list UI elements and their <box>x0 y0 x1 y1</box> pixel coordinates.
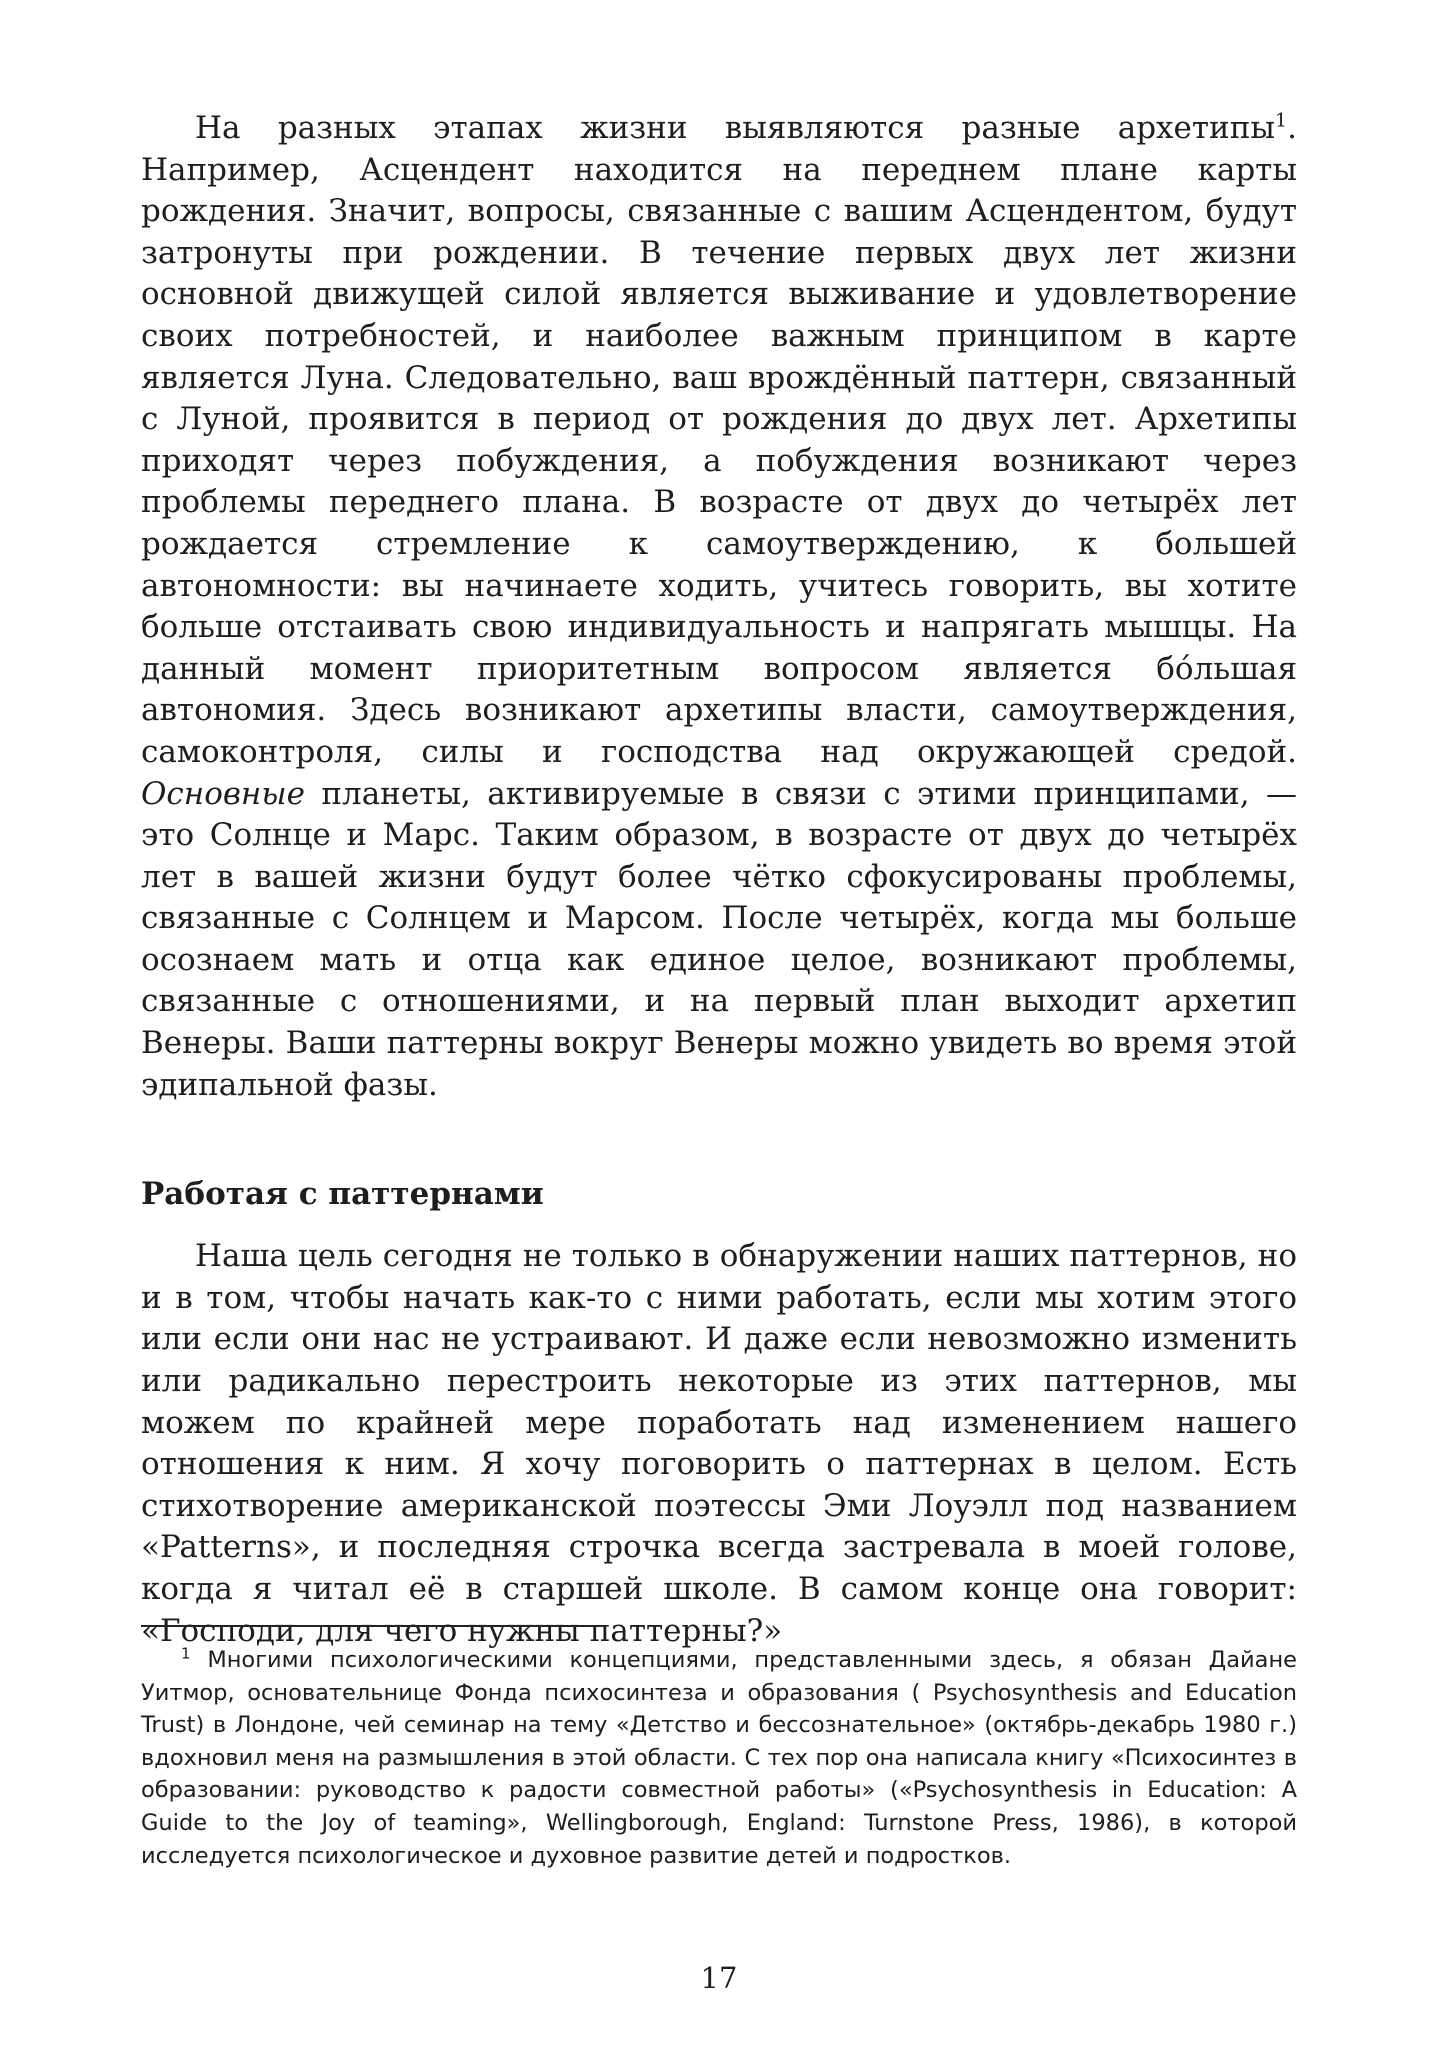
footnote-divider <box>141 1625 601 1627</box>
footnote-reference-mark: 1 <box>1275 109 1288 132</box>
paragraph-1-text-c: планеты, активируемые в связи с этими принципами, — это Солнце и Марс. Таким образом, в возрасте от двух до четырёх лет в вашей жизни будут более чётко сфокусированы проблемы, связанные с Солнцем и Марсом. После четырёх, когда мы больше осознаем мать и отца как единое целое, возникают проблемы, связанные с отношениями, и на первый план выходит архетип Венеры. Ваши паттерны вокруг Венеры можно увидеть во время этой эдипальной фазы. <box>141 775 1297 1103</box>
paragraph-1-emphasis: Основные <box>141 775 305 812</box>
paragraph-1-text-b: . Например, Асцендент находится на переднем плане карты рождения. Значит, вопросы, связанные с вашим Асцендентом, будут затронуты при рождении. В течение первых двух лет жизни основной движущей силой является выживание и удовлетворение своих потребностей, и наиболее важным принципом в карте является Луна. Следовательно, ваш врождённый паттерн, связанный с Луной, проявится в период от рождения до двух лет. Архетипы приходят через побуждения, а побуждения возникают через проблемы переднего плана. В возрасте от двух до четырёх лет рождается стремление к самоутверждению, к большей автономности: вы начинаете ходить, учитесь говорить, вы хотите больше отстаивать свою индивидуальность и напрягать мышцы. На данный момент приоритетным вопросом является бóльшая автономия. Здесь возникают архетипы власти, самоутверждения, самоконтроля, силы и господства над окружающей средой. <box>141 110 1297 770</box>
section-heading: Работая с паттернами <box>141 1176 544 1213</box>
footnote-mark: 1 <box>181 1644 191 1663</box>
footnote <box>141 1644 1297 1872</box>
body-paragraph-1 <box>141 108 1297 1106</box>
footnote-text: Многими психологическими концепциями, представленными здесь, я обязан Дайане Уитмор, основательнице Фонда психосинтеза и образования ( Psychosynthesis and Education Trust) в Лондоне, чей семинар на тему «Детство и бессознательное» (октябрь-декабрь 1980 г.) вдохновил меня на размышления в этой области. С тех пор она написала книгу «Психосинтез в образовании: руководство к радости совместной работы» («Psychosynthesis in Education: A Guide to the Joy of teaming», Wellingborough, England: Turnstone Press, 1986), в которой исследуется психологическое и духовное развитие детей и подростков. <box>141 1647 1297 1869</box>
page-number: 17 <box>700 1961 738 1995</box>
page-body <box>141 108 1297 1652</box>
paragraph-1-text-a: На разных этапах жизни выявляются разные архетипы <box>195 110 1276 146</box>
body-paragraph-2: Наша цель сегодня не только в обнаружении наших паттернов, но и в том, чтобы начать как-то с ними работать, если мы хотим этого или если они нас не устраивают. И даже если невозможно изменить или радикально перестроить некоторые из этих паттернов, мы можем по крайней мере поработать над изменением нашего отношения к ним. Я хочу поговорить о паттернах в целом. Есть стихотворение американской поэтессы Эми Лоуэлл под названием «Patterns», и последняя строчка всегда застревала в моей голове, когда я читал её в старшей школе. В самом конце она говорит: «Господи, для чего нужны паттерны?» <box>141 1238 1297 1649</box>
